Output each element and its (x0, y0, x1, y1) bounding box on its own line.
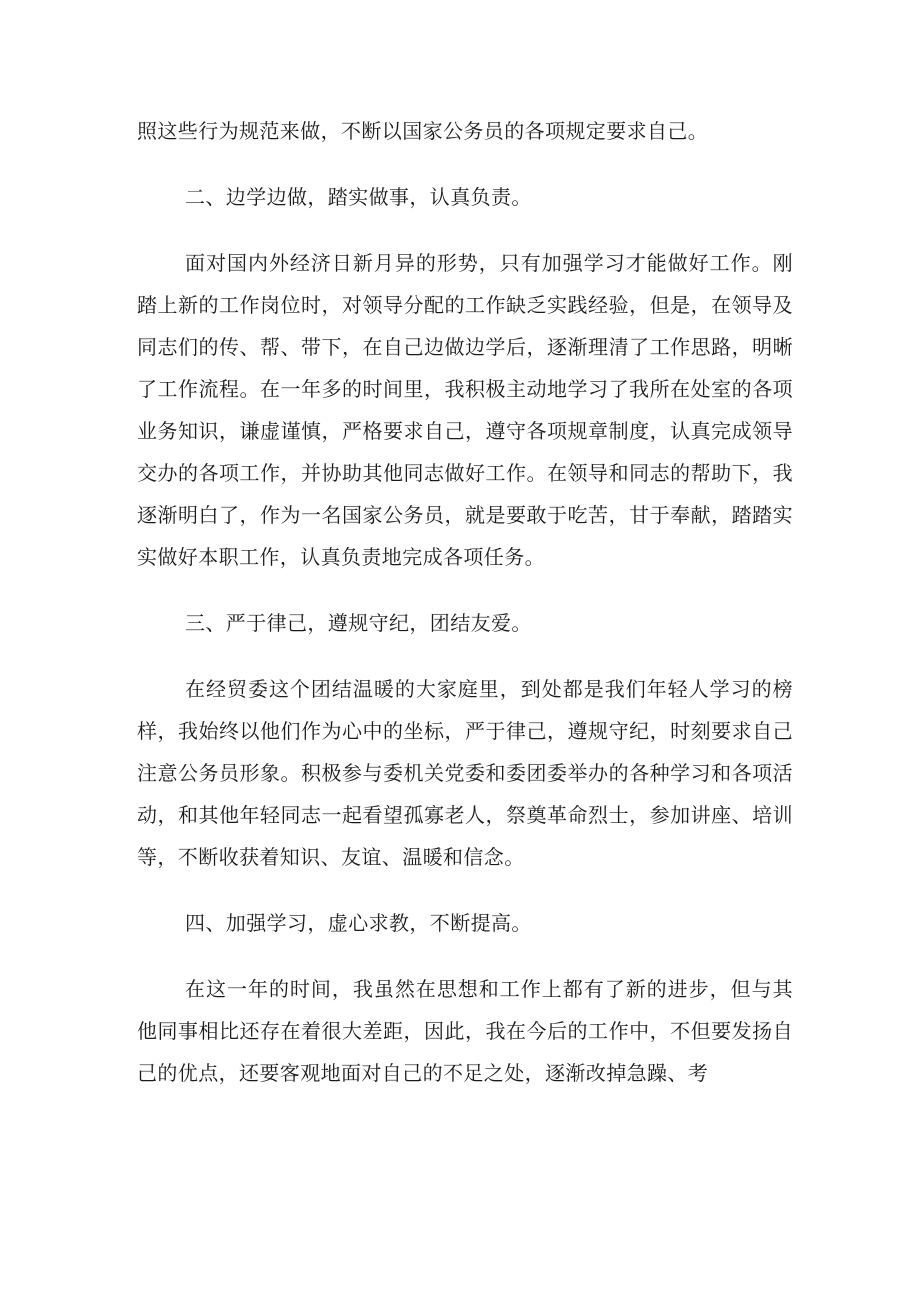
paragraph-gap (137, 218, 793, 242)
paragraph-gap (137, 152, 793, 176)
paragraph-body-2: 面对国内外经济日新月异的形势，只有加强学习才能做好工作。刚踏上新的工作岗位时，对领导分配的工作缺乏实践经验，但是，在领导及同志们的传、帮、带下，在自己边做边学后，逐渐理清了工作思路，明晰了工作流程。在一年多的时间里，我积极主动地学习了我所在处室的各项业务知识，谦虚谨慎，严格要求自己，遵守各项规章制度，认真完成领导交办的各项工作，并协助其他同志做好工作。在领导和同志的帮助下，我逐渐明白了，作为一名国家公务员，就是要敢于吃苦，甘于奉献，踏踏实实做好本职工作，认真负责地完成各项任务。 (137, 251, 793, 569)
paragraph-body-4: 在这一年的时间，我虽然在思想和工作上都有了新的进步，但与其他同事相比还存在着很大差距，因此，我在今后的工作中，不但要发扬自己的优点，还要客观地面对自己的不足之处，逐渐改掉急躁、考 (137, 977, 793, 1085)
paragraph-gap (137, 878, 793, 902)
section-heading-2: 二、边学边做，踏实做事，认真负责。 (185, 185, 532, 209)
paragraph-gap (137, 644, 793, 668)
paragraph-gap (137, 578, 793, 602)
paragraph-body-3: 在经贸委这个团结温暖的大家庭里，到处都是我们年轻人学习的榜样，我始终以他们作为心中的坐标，严于律己，遵规守纪，时刻要求自己注意公务员形象。积极参与委机关党委和委团委举办的各种学习和各项活动，和其他年轻同志一起看望孤寡老人，祭奠革命烈士，参加讲座、培训等，不断收获着知识、友谊、温暖和信念。 (137, 677, 793, 869)
document-body (137, 110, 793, 1094)
paragraph-gap (137, 944, 793, 968)
section-heading-4: 四、加强学习，虚心求教，不断提高。 (185, 911, 532, 935)
section-heading-3: 三、严于律己，遵规守纪，团结友爱。 (185, 611, 532, 635)
paragraph-continuation: 照这些行为规范来做，不断以国家公务员的各项规定要求自己。 (137, 119, 709, 143)
